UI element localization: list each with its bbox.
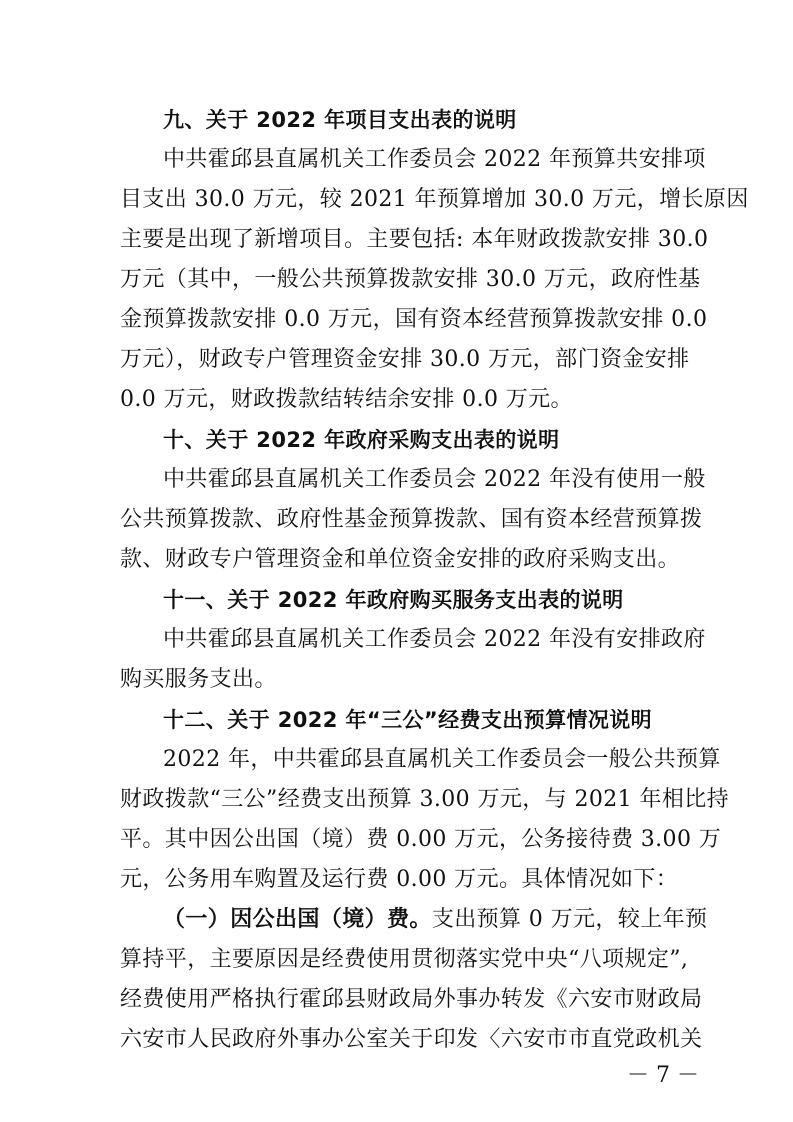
subsection-1-text: 支出预算 0 万元，较上年预 (431, 907, 708, 932)
paragraph-line: 万元），财政专户管理资金安排 30.0 万元，部门资金安排 (120, 347, 690, 372)
paragraph-line: 公共预算拨款、政府性基金预算拨款、国有资本经营预算拨 (120, 507, 703, 532)
section-11-heading: 十一、关于 2022 年政府购买服务支出表的说明 (163, 588, 624, 612)
paragraph-line: 经费使用严格执行霍邱县财政局外事办转发《六安市财政局 (120, 987, 703, 1012)
section-9-heading: 九、关于 2022 年项目支出表的说明 (163, 108, 517, 132)
paragraph-line: 主要是出现了新增项目。主要包括: 本年财政拨款安排 30.0 (120, 227, 709, 252)
paragraph-line: 购买服务支出。 (120, 667, 277, 692)
page-number: － 7 － (627, 1063, 699, 1088)
paragraph-line: 0.0 万元，财政拨款结转结余安排 0.0 万元。 (120, 387, 573, 412)
paragraph-line: 中共霍邱县直属机关工作委员会 2022 年没有安排政府 (163, 627, 706, 652)
section-12-heading: 十二、关于 2022 年“三公”经费支出预算情况说明 (163, 708, 653, 732)
paragraph-line: 平。其中因公出国（境）费 0.00 万元，公务接待费 3.00 万 (120, 827, 722, 852)
paragraph-line: 金预算拨款安排 0.0 万元，国有资本经营预算拨款安排 0.0 (120, 307, 708, 332)
paragraph-line: 中共霍邱县直属机关工作委员会 2022 年预算共安排项 (163, 147, 706, 172)
paragraph-line: 中共霍邱县直属机关工作委员会 2022 年没有使用一般 (163, 467, 706, 492)
paragraph-line: 款、财政专户管理资金和单位资金安排的政府采购支出。 (120, 547, 681, 572)
section-10-heading: 十、关于 2022 年政府采购支出表的说明 (163, 428, 560, 452)
paragraph-line: 算持平，主要原因是经费使用贯彻落实党中央“八项规定”, (120, 947, 689, 972)
subsection-1-heading: （一）因公出国（境）费。 (163, 907, 432, 932)
paragraph-line: 六安市人民政府外事办公室关于印发〈六安市市直党政机关 (120, 1027, 703, 1052)
paragraph-line: 元，公务用车购置及运行费 0.00 万元。具体情况如下： (120, 867, 679, 892)
subsection-line (163, 907, 723, 933)
paragraph-line: 2022 年，中共霍邱县直属机关工作委员会一般公共预算 (163, 747, 721, 772)
paragraph-line: 目支出 30.0 万元，较 2021 年预算增加 30.0 万元，增长原因 (120, 187, 749, 212)
paragraph-line: 万元（其中，一般公共预算拨款安排 30.0 万元，政府性基 (120, 267, 701, 292)
paragraph-line: 财政拨款“三公”经费支出预算 3.00 万元，与 2021 年相比持 (120, 787, 730, 812)
